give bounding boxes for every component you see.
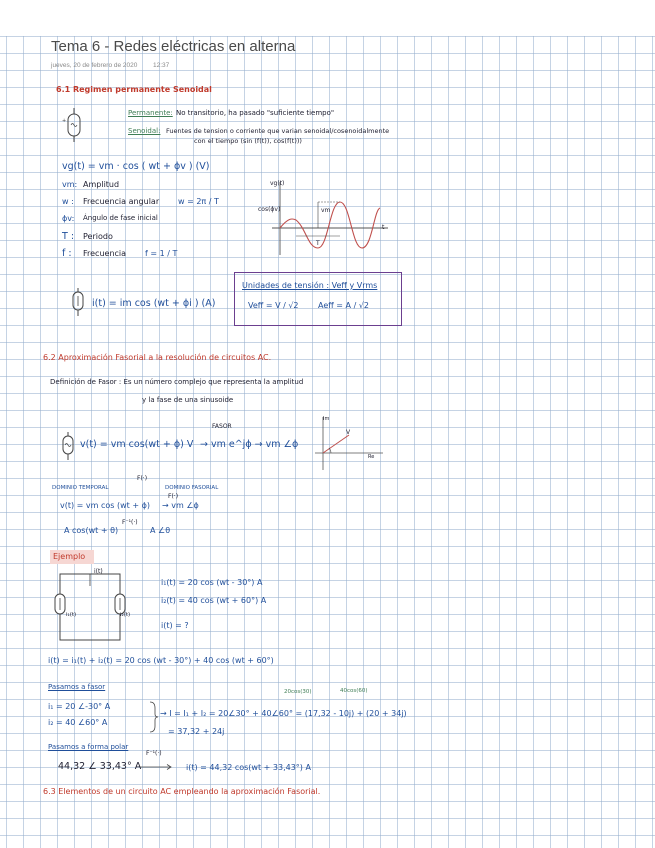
voltage-source-icon-2 bbox=[60, 432, 80, 462]
eq2: v(t) = vm cos (wt + ϕ) bbox=[60, 501, 150, 510]
eq3: A cos(wt + θ) bbox=[64, 526, 119, 535]
phasor-diagram bbox=[305, 415, 385, 475]
result-2: = 37,32 + 24j bbox=[168, 727, 225, 736]
senoidal-text-1: Fuentes de tension o corriente que varian senoidal/cosenoidalmente bbox=[166, 127, 390, 135]
i2-eq: i₂(t) = 40 cos (wt + 60°) A bbox=[161, 596, 267, 605]
units-title: Unidades de tensión : Veff y Vrms bbox=[242, 281, 378, 290]
transform-1: F(·) bbox=[137, 475, 148, 482]
eq3-b: A ∠θ bbox=[150, 526, 171, 535]
circuit-i2: i₂(t) bbox=[120, 612, 131, 618]
permanente-label: Permanente: bbox=[128, 109, 173, 117]
def-text-2: Ángulo de fase inicial bbox=[83, 214, 158, 222]
polar-value: 44,32 ∠ 33,43° A bbox=[58, 761, 142, 772]
iq-eq: i(t) = ? bbox=[161, 621, 189, 630]
eq1-b: → vm e^jϕ → vm ∠ϕ bbox=[200, 439, 299, 450]
sum-eq: i(t) = i₁(t) + i₂(t) = 20 cos (wt - 30°) + 40 cos (wt + 60°) bbox=[48, 656, 274, 665]
def-sym-3: T : bbox=[62, 231, 75, 242]
def-text-3: Periodo bbox=[83, 232, 113, 241]
ejemplo-label: Ejemplo bbox=[53, 552, 86, 561]
phasor-im: Im bbox=[323, 416, 330, 422]
header-area bbox=[0, 0, 655, 36]
section-2-heading: 6.2 Aproximación Fasorial a la resolución de circuitos AC. bbox=[43, 353, 272, 362]
result-1: → I = I₁ + I₂ = 20∠30° + 40∠60° = (17,32 - 10j) + (20 + 34j) bbox=[160, 709, 407, 718]
phasor-re: Re bbox=[368, 454, 375, 460]
svg-text:+: + bbox=[62, 118, 67, 124]
section-1-heading: 6.1 Regimen permanente Senoidal bbox=[56, 85, 212, 94]
waveform-graph bbox=[262, 180, 392, 260]
current-formula: i(t) = im cos (wt + ϕi ) (A) bbox=[92, 298, 216, 309]
phasor-vec: V bbox=[346, 429, 351, 436]
circuit-i1: i₁(t) bbox=[66, 612, 77, 618]
graph-T-label: T bbox=[316, 240, 320, 247]
dom-fasorial: DOMINIO FASORIAL bbox=[165, 485, 219, 491]
graph-xlabel: t bbox=[382, 224, 385, 231]
w-formula: w = 2π / T bbox=[178, 197, 219, 206]
eq1: v(t) = vm cos(wt + ϕ) V bbox=[80, 439, 194, 450]
fasor-def-1: Definición de Fasor : Es un número complejo que representa la amplitud bbox=[50, 378, 304, 386]
def-text-4: Frecuencia bbox=[83, 249, 127, 258]
page-title: Tema 6 - Redes eléctricas en alterna bbox=[51, 38, 296, 55]
transform-2: F(·) bbox=[168, 493, 179, 500]
circuit-i: i(t) bbox=[94, 568, 103, 575]
note-1: 20cos(30) bbox=[284, 689, 312, 695]
arrow-icon bbox=[140, 764, 174, 770]
phasor-2: i₂ = 40 ∠60° A bbox=[48, 718, 108, 727]
final-eq: i(t) = 44,32 cos(wt + 33,43°) A bbox=[186, 763, 311, 772]
f-formula: f = 1 / T bbox=[145, 249, 178, 258]
voltage-formula: vg(t) = vm · cos ( wt + ϕv ) (V) bbox=[62, 161, 210, 172]
note-2: 40cos(60) bbox=[340, 688, 368, 694]
i1-eq: i₁(t) = 20 cos (wt - 30°) A bbox=[161, 578, 263, 587]
def-sym-1: w : bbox=[62, 197, 74, 206]
def-sym-0: vm: bbox=[62, 180, 78, 189]
eq2-b: → vm ∠ϕ bbox=[162, 501, 199, 510]
pasamos-fasor: Pasamos a fasor bbox=[48, 683, 106, 691]
def-text-0: Amplitud bbox=[83, 180, 120, 189]
pasamos-polar: Pasamos a forma polar bbox=[48, 743, 129, 751]
voltage-source-icon bbox=[62, 108, 92, 148]
graph-ylabel: vg(t) bbox=[270, 180, 285, 187]
page-time: 12:37 bbox=[153, 62, 170, 69]
graph-cos-label: cos(ϕv) bbox=[258, 206, 281, 213]
section-3-heading: 6.3 Elementos de un circuito AC empleando la aproximación Fasorial. bbox=[43, 787, 321, 796]
veff-formula: Veff = V / √2 bbox=[248, 301, 299, 310]
page-date: jueves, 20 de febrero de 2020 bbox=[51, 62, 138, 69]
fasor-def-2: y la fase de una sinusoide bbox=[142, 396, 234, 404]
polar-inv: F⁻¹(·) bbox=[146, 750, 162, 757]
phasor-1: i₁ = 20 ∠-30° A bbox=[48, 702, 111, 711]
circuit-diagram bbox=[45, 566, 135, 646]
senoidal-text-2: con el tiempo (sin (f(t)), cos(f(t))) bbox=[194, 137, 302, 145]
current-source-icon bbox=[70, 288, 90, 318]
def-sym-4: f : bbox=[62, 248, 72, 259]
inv-transform: F⁻¹(·) bbox=[122, 519, 138, 526]
def-text-1: Frecuencia angular bbox=[83, 197, 160, 206]
dom-temporal: DOMINIO TEMPORAL bbox=[52, 485, 109, 491]
def-sym-2: ϕv: bbox=[62, 214, 75, 223]
permanente-text: No transitorio, ha pasado "suficiente tiempo" bbox=[176, 109, 335, 117]
graph-vm-label: vm bbox=[321, 207, 331, 214]
senoidal-label: Senoidal: bbox=[128, 127, 161, 135]
brace-icon bbox=[148, 700, 160, 734]
fasor-label: FASOR bbox=[212, 423, 232, 430]
aeff-formula: Aeff = A / √2 bbox=[318, 301, 369, 310]
